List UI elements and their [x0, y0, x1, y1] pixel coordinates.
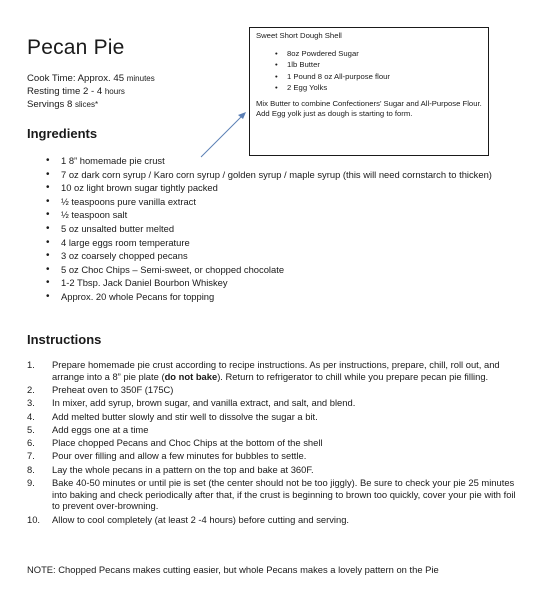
ingredient-item: • ½ teaspoon salt — [0, 209, 520, 221]
ingredient-item: • 1 8” homemade pie crust — [0, 155, 520, 167]
servings: Servings 8 slices* — [27, 99, 99, 110]
sweet-short-dough-callout — [249, 27, 489, 156]
ingredients-list — [0, 155, 520, 305]
step-number: 7. — [27, 450, 35, 462]
step-number: 10. — [27, 513, 41, 525]
callout-list — [256, 48, 482, 94]
instruction-step: 3. In mixer, add syrup, brown sugar, and vanilla extract, and salt, and blend. — [27, 397, 356, 409]
recipe-note: NOTE: Chopped Pecans makes cutting easier, but whole Pecans makes a lovely pattern on the Pie — [27, 564, 439, 575]
step-number: 9. — [27, 477, 35, 489]
ingredient-item: • 1-2 Tbsp. Jack Daniel Bourbon Whiskey — [0, 277, 520, 289]
instruction-step: 2. Preheat oven to 350F (175C) — [27, 384, 174, 395]
instructions-heading: Instructions — [27, 332, 102, 347]
instruction-step: 8. Lay the whole pecans in a pattern on the top and bake at 360F. — [27, 463, 314, 475]
instruction-step: 4. Add melted butter slowly and stir well to dissolve the sugar a bit. — [27, 410, 318, 422]
cook-time: Cook Time: Approx. 45 minutes — [27, 73, 155, 84]
callout-item: • 8oz Powdered Sugar — [256, 48, 482, 60]
recipe-meta — [27, 72, 155, 111]
ingredient-item: • 10 oz light brown sugar tightly packed — [0, 182, 520, 194]
ingredient-item: • 7 oz dark corn syrup / Karo corn syrup / golden syrup / maple syrup (this will need cornstarch to thicken) — [0, 169, 520, 181]
instruction-step: 5. Add eggs one at a time — [27, 423, 149, 435]
step-number: 5. — [27, 423, 35, 435]
instruction-step: 7. Pour over filling and allow a few minutes for bubbles to settle. — [27, 450, 307, 462]
ingredient-item: • ½ teaspoons pure vanilla extract — [0, 196, 520, 208]
step-number: 1. — [27, 359, 35, 370]
instructions-list — [0, 359, 520, 527]
instruction-step: 6. Place chopped Pecans and Choc Chips at the bottom of the shell — [27, 437, 323, 449]
instruction-step: 10. Allow to cool completely (at least 2 -4 hours) before cutting and serving. — [27, 513, 350, 525]
step-number: 6. — [27, 437, 35, 449]
instruction-step: 9. Bake 40-50 minutes or until pie is set (the center should not be too jiggly). Be sure to check your pie 25 minutes into baking and check periodically after that, if the crust is beginning to brown too quickly, cover your pie with foil to prevent over-browning. — [27, 477, 516, 512]
step-number: 8. — [27, 463, 35, 475]
callout-title: Sweet Short Dough Shell — [256, 31, 342, 40]
ingredients-heading: Ingredients — [27, 126, 98, 141]
recipe-title: Pecan Pie — [27, 36, 125, 59]
callout-item: • 1lb Butter — [256, 59, 482, 71]
ingredient-item: • 4 large eggs room temperature — [0, 237, 520, 249]
instruction-step: 1. Prepare homemade pie crust according to recipe instructions. As per instructions, prepare, chill, roll out, and arrange into a 8” pie plate (do not bake). Return to refrigerator to chill while you prepare pecan pie filling. — [27, 359, 500, 382]
callout-item: • 2 Egg Yolks — [256, 82, 482, 94]
ingredient-item: • 5 oz Choc Chips – Semi-sweet, or chopped chocolate — [0, 264, 520, 276]
callout-item: • 1 Pound 8 oz All-purpose flour — [256, 71, 482, 83]
step-number: 2. — [27, 384, 35, 395]
ingredient-item: • 5 oz unsalted butter melted — [0, 223, 520, 235]
resting-time: Resting time 2 - 4 hours — [27, 86, 125, 97]
step-number: 3. — [27, 397, 35, 409]
step-number: 4. — [27, 410, 35, 422]
ingredient-item: • 3 oz coarsely chopped pecans — [0, 250, 520, 262]
ingredient-item: • Approx. 20 whole Pecans for topping — [0, 291, 520, 303]
do-not-bake-emphasis: do not bake — [164, 370, 218, 382]
callout-method: Mix Butter to combine Confectioners’ Sugar and All-Purpose Flour. Add Egg yolk just as dough is starting to form. — [256, 98, 482, 119]
